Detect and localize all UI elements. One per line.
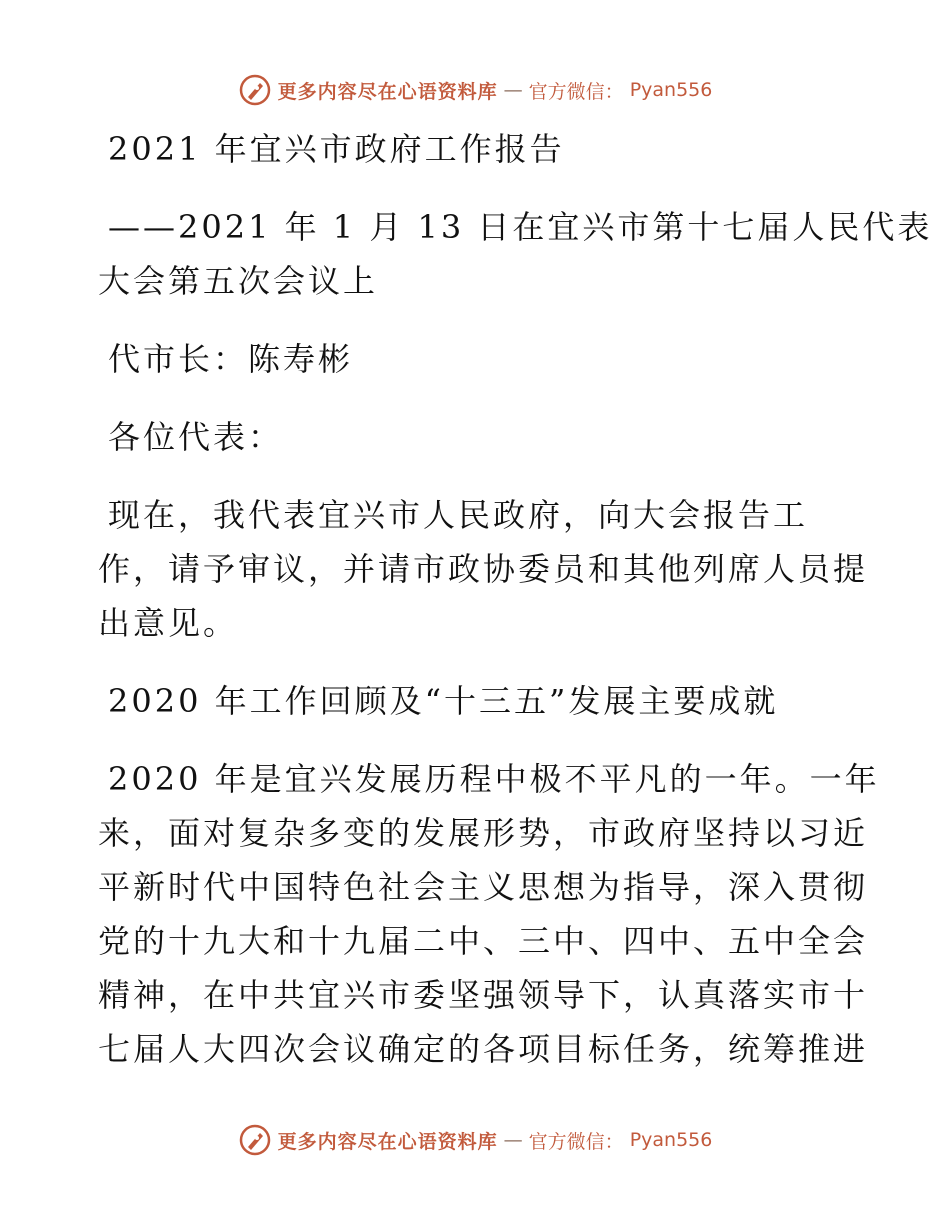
pen-nib-logo-icon [238, 73, 272, 107]
banner-wechat-id: Pyan556 [629, 79, 713, 101]
pen-nib-logo-icon [238, 1123, 272, 1157]
speaker-line: 代市长：陈寿彬 [108, 340, 354, 378]
document-subtitle [98, 200, 933, 308]
body-line: 精神，在中共宜兴市委坚强领导下，认真落实市十 [98, 976, 869, 1014]
section-heading: 2020 年工作回顾及“十三五”发展主要成就 [108, 682, 779, 720]
banner-text: 更多内容尽在心语资料库 [277, 1130, 498, 1153]
banner-wechat-id: Pyan556 [629, 1129, 713, 1151]
header-banner [0, 70, 950, 110]
intro-line: 现在，我代表宜兴市人民政府，向大会报告工 [108, 496, 809, 534]
body-paragraph [98, 752, 880, 1076]
intro-line: 作，请予审议，并请市政协委员和其他列席人员提 [98, 550, 869, 588]
subtitle-line: 大会第五次会议上 [98, 262, 379, 300]
greeting-line: 各位代表： [108, 418, 284, 456]
document-title: 2021 年宜兴市政府工作报告 [108, 130, 565, 168]
subtitle-line: ——2021 年 1 月 13 日在宜兴市第十七届人民代表 [108, 208, 933, 246]
body-line: 党的十九大和十九届二中、三中、四中、五中全会 [98, 922, 869, 960]
intro-line: 出意见。 [98, 604, 239, 642]
banner-wechat-label: 官方微信： [528, 1130, 624, 1153]
body-line: 2020 年是宜兴发展历程中极不平凡的一年。一年 [108, 760, 880, 798]
body-line: 来，面对复杂多变的发展形势，市政府坚持以习近 [98, 814, 869, 852]
banner-separator: — [503, 79, 523, 101]
banner-separator: — [503, 1129, 523, 1151]
body-line: 平新时代中国特色社会主义思想为指导，深入贯彻 [98, 868, 869, 906]
intro-paragraph [98, 488, 869, 650]
document-body [98, 122, 933, 1100]
banner-text: 更多内容尽在心语资料库 [277, 80, 498, 103]
banner-wechat-label: 官方微信： [528, 80, 624, 103]
body-line: 七届人大四次会议确定的各项目标任务，统筹推进 [98, 1030, 869, 1068]
footer-banner [0, 1120, 950, 1160]
